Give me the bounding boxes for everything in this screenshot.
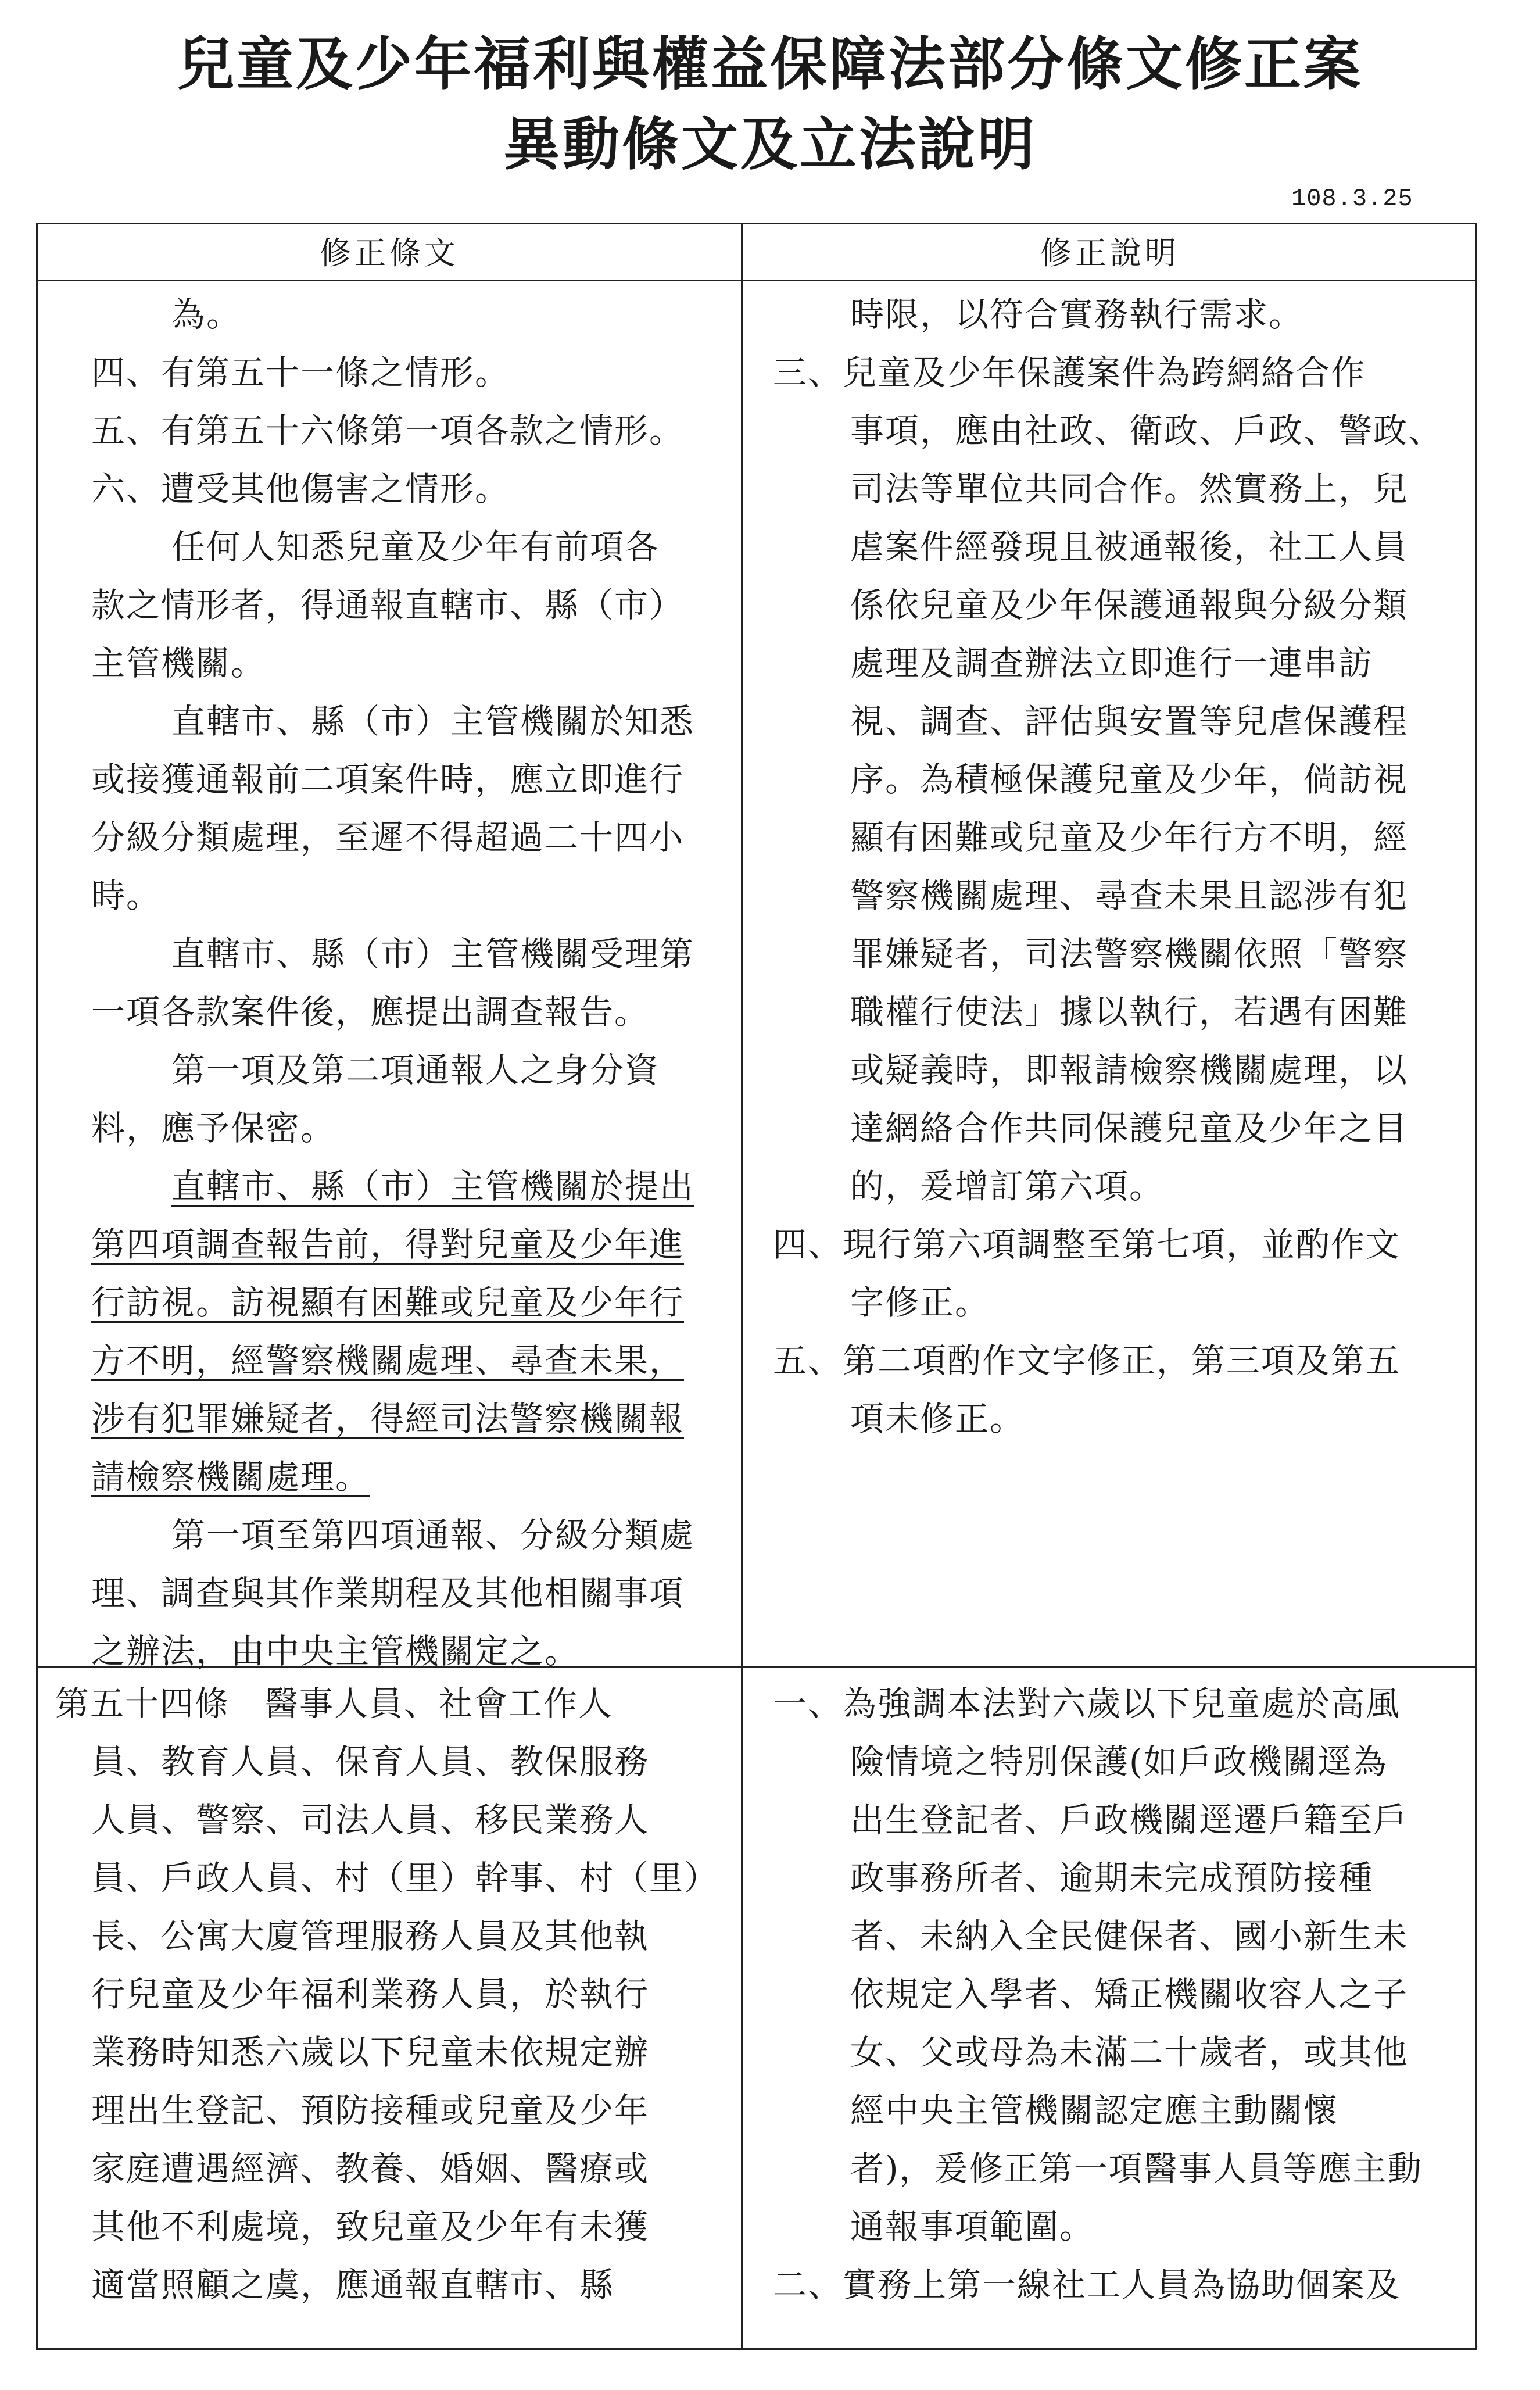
text-line: 時限，以符合實務執行需求。 bbox=[850, 295, 1304, 334]
text-line: 料，應予保密。 bbox=[91, 1108, 336, 1148]
text-line: 二、實務上第一線社工人員為協助個案及 bbox=[773, 2265, 1401, 2305]
column-header-explanation: 修正說明 bbox=[1040, 235, 1180, 271]
text-line: 依規定入學者、矯正機關收容人之子 bbox=[850, 1974, 1409, 2014]
text-line: 五、第二項酌作文字修正，第三項及第五 bbox=[773, 1341, 1401, 1380]
amendment-table bbox=[36, 223, 1477, 2350]
text-line: 罪嫌疑者，司法警察機關依照「警察 bbox=[850, 934, 1409, 974]
text-line: 員、戶政人員、村（里）幹事、村（里） bbox=[91, 1858, 719, 1898]
amended-text-line: 行訪視。訪視顯有困難或兒童及少年行 bbox=[91, 1283, 685, 1322]
text-line: 員、教育人員、保育人員、教保服務 bbox=[91, 1742, 650, 1781]
text-line: 險情境之特別保護(如戶政機關逕為 bbox=[850, 1742, 1388, 1781]
amended-text-line: 方不明，經警察機關處理、尋查未果， bbox=[91, 1341, 685, 1380]
text-line: 直轄市、縣（市）主管機關受理第 bbox=[171, 934, 695, 974]
text-line: 女、父或母為未滿二十歲者，或其他 bbox=[850, 2033, 1409, 2072]
text-line: 為。 bbox=[171, 295, 242, 334]
text-line: 適當照顧之虞，應通報直轄市、縣 bbox=[91, 2265, 615, 2305]
document-date: 108.3.25 bbox=[1291, 185, 1413, 213]
text-line: 政事務所者、逾期未完成預防接種 bbox=[850, 1858, 1374, 1898]
article-54-heading-line: 第五十四條 醫事人員、社會工作人 bbox=[55, 1684, 614, 1723]
text-line: 六、遭受其他傷害之情形。 bbox=[91, 469, 510, 509]
text-line: 虐案件經發現且被通報後，社工人員 bbox=[850, 527, 1409, 567]
text-line: 顯有困難或兒童及少年行方不明，經 bbox=[850, 818, 1409, 857]
text-line: 處理及調查辦法立即進行一連串訪 bbox=[850, 643, 1374, 683]
text-line: 達網絡合作共同保護兒童及少年之目 bbox=[850, 1108, 1409, 1148]
text-line: 視、調查、評估與安置等兒虐保護程 bbox=[850, 702, 1409, 741]
text-line: 理、調查與其作業期程及其他相關事項 bbox=[91, 1573, 685, 1613]
amended-text-line: 直轄市、縣（市）主管機關於提出 bbox=[171, 1167, 695, 1206]
text-line: 第一項至第四項通報、分級分類處 bbox=[171, 1515, 695, 1555]
text-line: 或接獲通報前二項案件時，應立即進行 bbox=[91, 760, 685, 799]
text-line: 款之情形者，得通報直轄市、縣（市） bbox=[91, 585, 685, 625]
document-subtitle: 異動條文及立法說明 bbox=[503, 112, 1037, 178]
text-line: 理出生登記、預防接種或兒童及少年 bbox=[91, 2091, 650, 2130]
text-line: 字修正。 bbox=[850, 1283, 990, 1322]
document-title: 兒童及少年福利與權益保障法部分條文修正案 bbox=[177, 31, 1363, 98]
text-line: 警察機關處理、尋查未果且認涉有犯 bbox=[850, 876, 1409, 915]
text-line: 四、有第五十一條之情形。 bbox=[91, 353, 510, 392]
text-line: 任何人知悉兒童及少年有前項各 bbox=[171, 527, 660, 567]
text-line: 分級分類處理，至遲不得超過二十四小 bbox=[91, 818, 685, 857]
amended-text-line: 第四項調查報告前，得對兒童及少年進 bbox=[91, 1225, 685, 1264]
amended-text-line: 請檢察機關處理。 bbox=[91, 1457, 371, 1497]
text-line: 者、未納入全民健保者、國小新生未 bbox=[850, 1916, 1409, 1956]
text-line: 之辦法，由中央主管機關定之。 bbox=[91, 1632, 580, 1671]
text-line: 其他不利處境，致兒童及少年有未獲 bbox=[91, 2207, 650, 2246]
text-line: 或疑義時，即報請檢察機關處理，以 bbox=[850, 1050, 1409, 1090]
text-line: 一項各款案件後，應提出調查報告。 bbox=[91, 992, 650, 1032]
text-line: 五、有第五十六條第一項各款之情形。 bbox=[91, 411, 685, 450]
text-line: 家庭遭遇經濟、教養、婚姻、醫療或 bbox=[91, 2149, 650, 2188]
text-line: 業務時知悉六歲以下兒童未依規定辦 bbox=[91, 2033, 650, 2072]
text-line: 司法等單位共同合作。然實務上，兒 bbox=[850, 469, 1409, 509]
column-header-amended-articles: 修正條文 bbox=[320, 235, 459, 271]
text-line: 經中央主管機關認定應主動關懷 bbox=[850, 2091, 1339, 2130]
text-line: 項未修正。 bbox=[850, 1399, 1025, 1439]
header-divider bbox=[38, 280, 1475, 281]
column-divider bbox=[741, 224, 743, 2348]
text-line: 三、兒童及少年保護案件為跨網絡合作 bbox=[773, 353, 1366, 392]
text-line: 時。 bbox=[91, 876, 162, 915]
amended-text-line: 涉有犯罪嫌疑者，得經司法警察機關報 bbox=[91, 1399, 685, 1439]
text-line: 一、為強調本法對六歲以下兒童處於高風 bbox=[773, 1684, 1401, 1723]
text-line: 行兒童及少年福利業務人員，於執行 bbox=[91, 1974, 650, 2014]
text-line: 職權行使法」據以執行，若遇有困難 bbox=[850, 992, 1409, 1032]
text-line: 係依兒童及少年保護通報與分級分類 bbox=[850, 585, 1409, 625]
text-line: 的，爰增訂第六項。 bbox=[850, 1167, 1165, 1206]
text-line: 四、現行第六項調整至第七項，並酌作文 bbox=[773, 1225, 1401, 1264]
text-line: 通報事項範圍。 bbox=[850, 2207, 1095, 2246]
text-line: 事項，應由社政、衛政、戶政、警政、 bbox=[850, 411, 1444, 450]
text-line: 第一項及第二項通報人之身分資 bbox=[171, 1050, 660, 1090]
text-line: 長、公寓大廈管理服務人員及其他執 bbox=[91, 1916, 650, 1956]
text-line: 直轄市、縣（市）主管機關於知悉 bbox=[171, 702, 695, 741]
text-line: 出生登記者、戶政機關逕遷戶籍至戶 bbox=[850, 1800, 1409, 1840]
text-line: 人員、警察、司法人員、移民業務人 bbox=[91, 1800, 650, 1840]
text-line: 主管機關。 bbox=[91, 643, 266, 683]
text-line: 序。為積極保護兒童及少年，倘訪視 bbox=[850, 760, 1409, 799]
text-line: 者)，爰修正第一項醫事人員等應主動 bbox=[850, 2149, 1423, 2188]
